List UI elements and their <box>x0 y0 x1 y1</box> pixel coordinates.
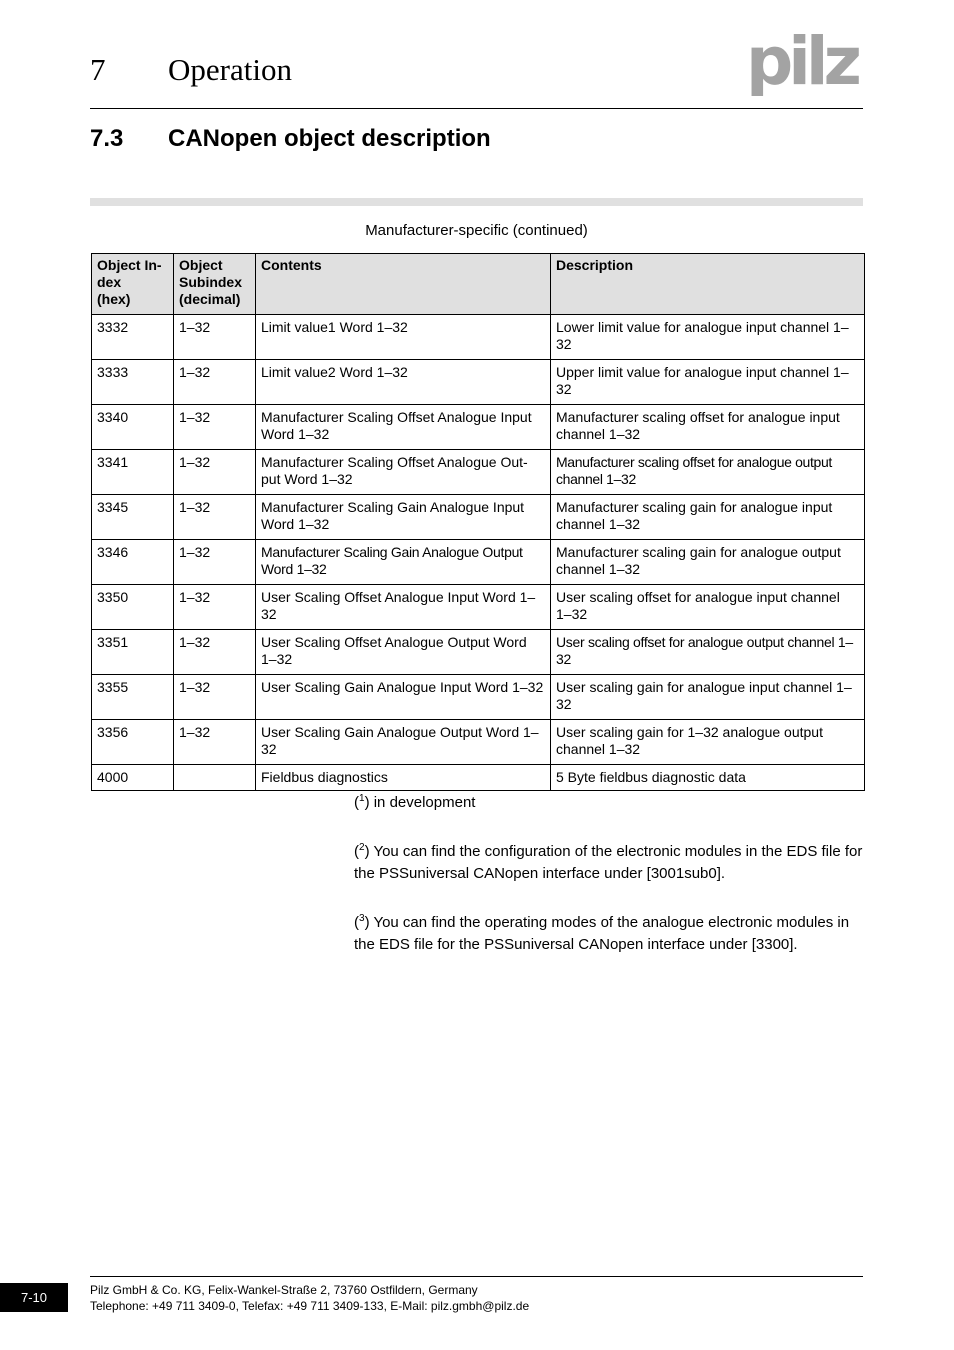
chapter-title: Operation <box>168 52 292 87</box>
footnote-text: ) in development <box>364 794 476 811</box>
cell-description: Manufacturer scaling gain for analogue input channel 1–32 <box>551 495 865 540</box>
footnote: ($^2$) You can find the configuration of the electronic modules in the EDS file for the PSSuniversal CANopen interface under [3001sub0]. <box>354 842 863 882</box>
object-table <box>91 253 865 791</box>
cell-description: Manufacturer scaling offset for analogue output channel 1–32 <box>551 450 865 495</box>
table-row <box>92 540 865 585</box>
cell-index: 3341 <box>92 450 174 495</box>
cell-description: User scaling offset for analogue output channel 1–32 <box>551 630 865 675</box>
footer-line1: Pilz GmbH & Co. KG, Felix-Wankel-Straße 2, 73760 Ostfildern, Germany <box>90 1283 478 1297</box>
header-rule <box>90 108 863 109</box>
cell-contents: Limit value2 Word 1–32 <box>256 360 551 405</box>
footnote-text: ) You can find the operating modes of the analogue electronic modules in the EDS file for the PSSuniversal CANopen interface under [3300]. <box>354 914 850 953</box>
footnote-text: ) You can find the configuration of the electronic modules in the EDS file for the PSSuniversal CANopen interface under [3001sub0]. <box>354 843 863 882</box>
footnote-mark: 3 <box>359 913 365 924</box>
cell-contents: User Scaling Gain Analogue Output Word 1–32 <box>256 720 551 765</box>
cell-index: 3346 <box>92 540 174 585</box>
cell-subindex: 1–32 <box>174 540 256 585</box>
cell-index: 3345 <box>92 495 174 540</box>
header-subindex-line1: Object <box>179 257 223 273</box>
cell-subindex <box>174 765 256 791</box>
cell-subindex: 1–32 <box>174 630 256 675</box>
footer-rule <box>90 1276 863 1277</box>
table-header-row <box>92 254 865 315</box>
page-number: 7-10 <box>0 1283 68 1312</box>
cell-subindex: 1–32 <box>174 315 256 360</box>
cell-description: Upper limit value for analogue input channel 1–32 <box>551 360 865 405</box>
table-row <box>92 720 865 765</box>
cell-contents: Manufacturer Scaling Offset Analogue Input Word 1–32 <box>256 405 551 450</box>
cell-contents: Manufacturer Scaling Gain Analogue Output Word 1–32 <box>256 540 551 585</box>
cell-subindex: 1–32 <box>174 585 256 630</box>
cell-contents: Limit value1 Word 1–32 <box>256 315 551 360</box>
footer-line2: Telephone: +49 711 3409-0, Telefax: +49 711 3409-133, E-Mail: pilz.gmbh@pilz.de <box>90 1299 530 1313</box>
cell-index: 3351 <box>92 630 174 675</box>
cell-description: User scaling gain for analogue input channel 1–32 <box>551 675 865 720</box>
header-object-index <box>92 254 174 315</box>
cell-subindex: 1–32 <box>174 720 256 765</box>
pilz-logo <box>746 28 866 96</box>
cell-subindex: 1–32 <box>174 495 256 540</box>
cell-index: 3350 <box>92 585 174 630</box>
cell-description: 5 Byte fieldbus diagnostic data <box>551 765 865 791</box>
table-row <box>92 360 865 405</box>
table-row <box>92 585 865 630</box>
header-index-line3: (hex) <box>97 291 131 307</box>
cell-subindex: 1–32 <box>174 360 256 405</box>
table-row <box>92 405 865 450</box>
cell-description: Lower limit value for analogue input channel 1–32 <box>551 315 865 360</box>
cell-contents: Manufacturer Scaling Gain Analogue Input Word 1–32 <box>256 495 551 540</box>
chapter-number: 7 <box>90 52 106 87</box>
cell-subindex: 1–32 <box>174 450 256 495</box>
header-subindex-line2: Subindex <box>179 274 243 290</box>
header-contents: Contents <box>256 254 551 315</box>
cell-contents: Fieldbus diagnostics <box>256 765 551 791</box>
header-index-line1: Object In- <box>97 257 162 273</box>
cell-description: User scaling offset for analogue input channel 1–32 <box>551 585 865 630</box>
cell-index: 3333 <box>92 360 174 405</box>
section-number: 7.3 <box>90 125 124 152</box>
table-row <box>92 765 865 791</box>
cell-index: 3356 <box>92 720 174 765</box>
footnote-mark: 2 <box>359 842 365 853</box>
header-description: Description <box>551 254 865 315</box>
table-row <box>92 315 865 360</box>
section-title: CANopen object description <box>168 125 491 152</box>
footnote-mark: 1 <box>359 793 365 804</box>
table-row <box>92 495 865 540</box>
footnotes <box>354 792 866 983</box>
footer-address <box>90 1282 529 1314</box>
table-row <box>92 450 865 495</box>
footnote: ($^1$) in development <box>354 793 476 811</box>
cell-index: 3340 <box>92 405 174 450</box>
cell-index: 4000 <box>92 765 174 791</box>
cell-subindex: 1–32 <box>174 675 256 720</box>
cell-contents: User Scaling Gain Analogue Input Word 1–32 <box>256 675 551 720</box>
header-object-subindex <box>174 254 256 315</box>
footnote: ($^3$) You can find the operating modes of the analogue electronic modules in the EDS file for the PSSuniversal CANopen interface under [3300]. <box>354 913 850 953</box>
cell-index: 3332 <box>92 315 174 360</box>
cell-contents: User Scaling Offset Analogue Output Word 1–32 <box>256 630 551 675</box>
header-index-line2: dex <box>97 274 122 290</box>
cell-index: 3355 <box>92 675 174 720</box>
cell-description: Manufacturer scaling gain for analogue output channel 1–32 <box>551 540 865 585</box>
cell-description: User scaling gain for 1–32 analogue output channel 1–32 <box>551 720 865 765</box>
cell-subindex: 1–32 <box>174 405 256 450</box>
cell-contents: User Scaling Offset Analogue Input Word 1–32 <box>256 585 551 630</box>
header-subindex-line3: (decimal) <box>179 291 241 307</box>
cell-description: Manufacturer scaling offset for analogue input channel 1–32 <box>551 405 865 450</box>
table-row <box>92 630 865 675</box>
table-caption: Manufacturer-specific (continued) <box>365 222 588 239</box>
gray-divider-bar <box>90 198 863 206</box>
logo-text: pilz <box>746 28 857 96</box>
cell-contents: Manufacturer Scaling Offset Analogue Out-put Word 1–32 <box>256 450 551 495</box>
table-row <box>92 675 865 720</box>
